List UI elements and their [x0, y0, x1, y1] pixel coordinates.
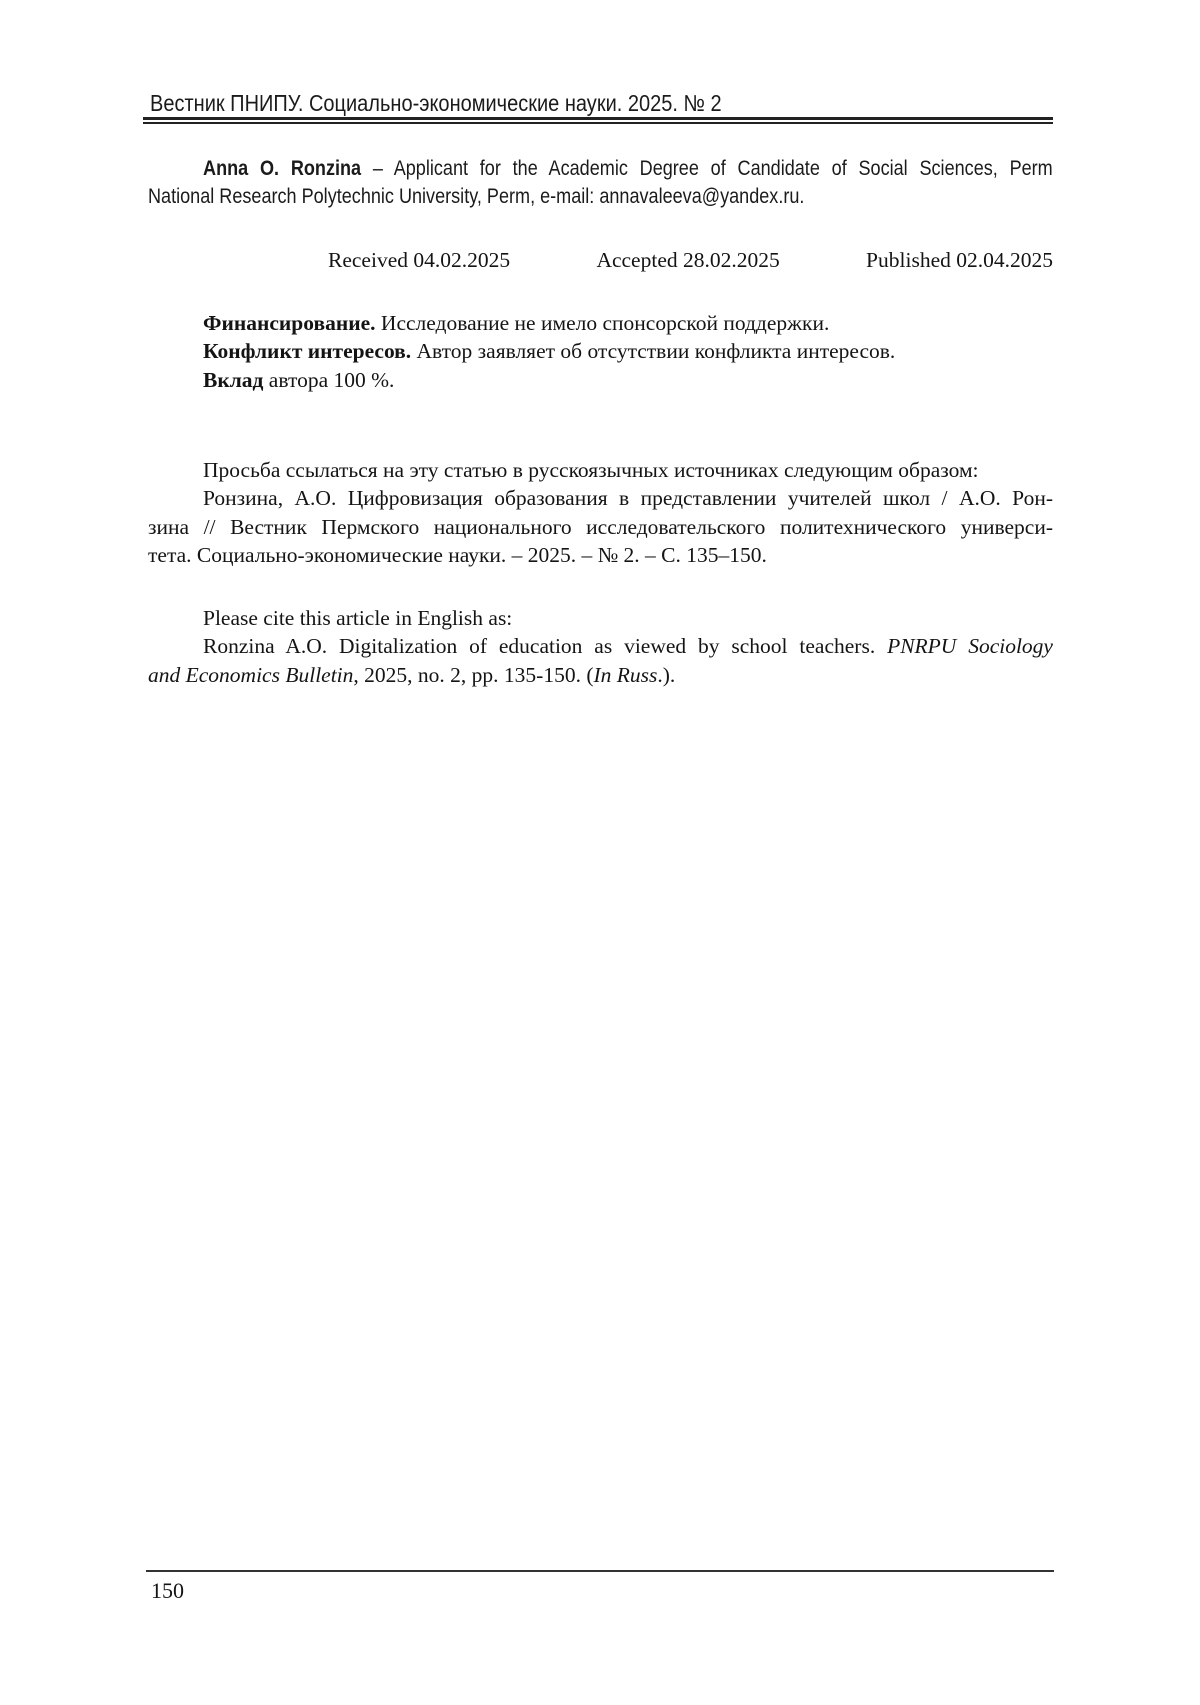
author-info-text [148, 155, 1053, 210]
author-degree-text: – Applicant for the Academic Degree of Candidate of Social Sciences, Perm [361, 157, 1053, 180]
citation-en-journal-title-end: and Economics Bulletin [148, 662, 354, 687]
funding-label: Финансирование. [203, 311, 376, 335]
citation-en-text: Ronzina A.O. Digitalization of education as viewed by school teachers. [203, 634, 888, 659]
citation-en-in-russ: In Russ [593, 662, 658, 687]
funding-statement [148, 309, 1053, 337]
statements-block [148, 309, 1053, 394]
author-info-block [148, 155, 1053, 210]
citation-russian-block [148, 456, 1053, 570]
citation-english-block [148, 604, 1053, 689]
page-number: 150 [151, 1578, 184, 1603]
citation-ru-line-2: зина // Вестник Пермского национального исследовательского политехнического универси- [148, 514, 1053, 539]
article-dates-row [148, 246, 1053, 274]
author-name: Anna O. Ronzina [203, 157, 362, 180]
received-date: Received 04.02.2025 [328, 248, 511, 272]
header-double-rule [143, 117, 1053, 124]
conflict-label: Конфликт интересов. [203, 339, 412, 364]
author-affiliation-text: National Research Polytechnic University, Perm, e-mail: annavaleeva@yandex.ru. [148, 184, 805, 208]
citation-ru-line-1: Ронзина, А.О. Цифровизация образования в представлении учителей школ / А.О. Рон- [203, 486, 1053, 511]
citation-en-closing: .). [657, 662, 676, 687]
accepted-date: Accepted 28.02.2025 [596, 248, 780, 272]
running-head: Вестник ПНИПУ. Социально-экономические науки. 2025. № 2 [150, 90, 722, 116]
footer-rule [146, 1570, 1054, 1572]
citation-ru-line-3: тета. Социально-экономические науки. – 2025. – № 2. – С. 135–150. [148, 543, 767, 568]
published-date: Published 02.04.2025 [866, 248, 1053, 272]
contribution-statement [148, 366, 1053, 394]
contribution-label: Вклад [203, 367, 264, 392]
funding-text: Исследование не имело спонсорской поддержки. [375, 311, 830, 335]
citation-en-intro: Please cite this article in English as: [203, 606, 513, 630]
citation-en-issue-pages: , 2025, no. 2, pp. 135-150. ( [353, 662, 594, 687]
contribution-text: автора 100 %. [263, 367, 395, 392]
citation-en-journal-title-start: PNRPU Sociology [887, 634, 1053, 659]
citation-ru-intro: Просьба ссылаться на эту статью в русскоязычных источниках следующим образом: [203, 458, 979, 482]
conflict-text: Автор заявляет об отсутствии конфликта интересов. [411, 339, 896, 364]
author-line-1 [148, 155, 1053, 183]
citation-en-line-2 [148, 661, 1053, 689]
conflict-statement [148, 337, 1053, 365]
citation-en-line-1 [148, 632, 1053, 660]
